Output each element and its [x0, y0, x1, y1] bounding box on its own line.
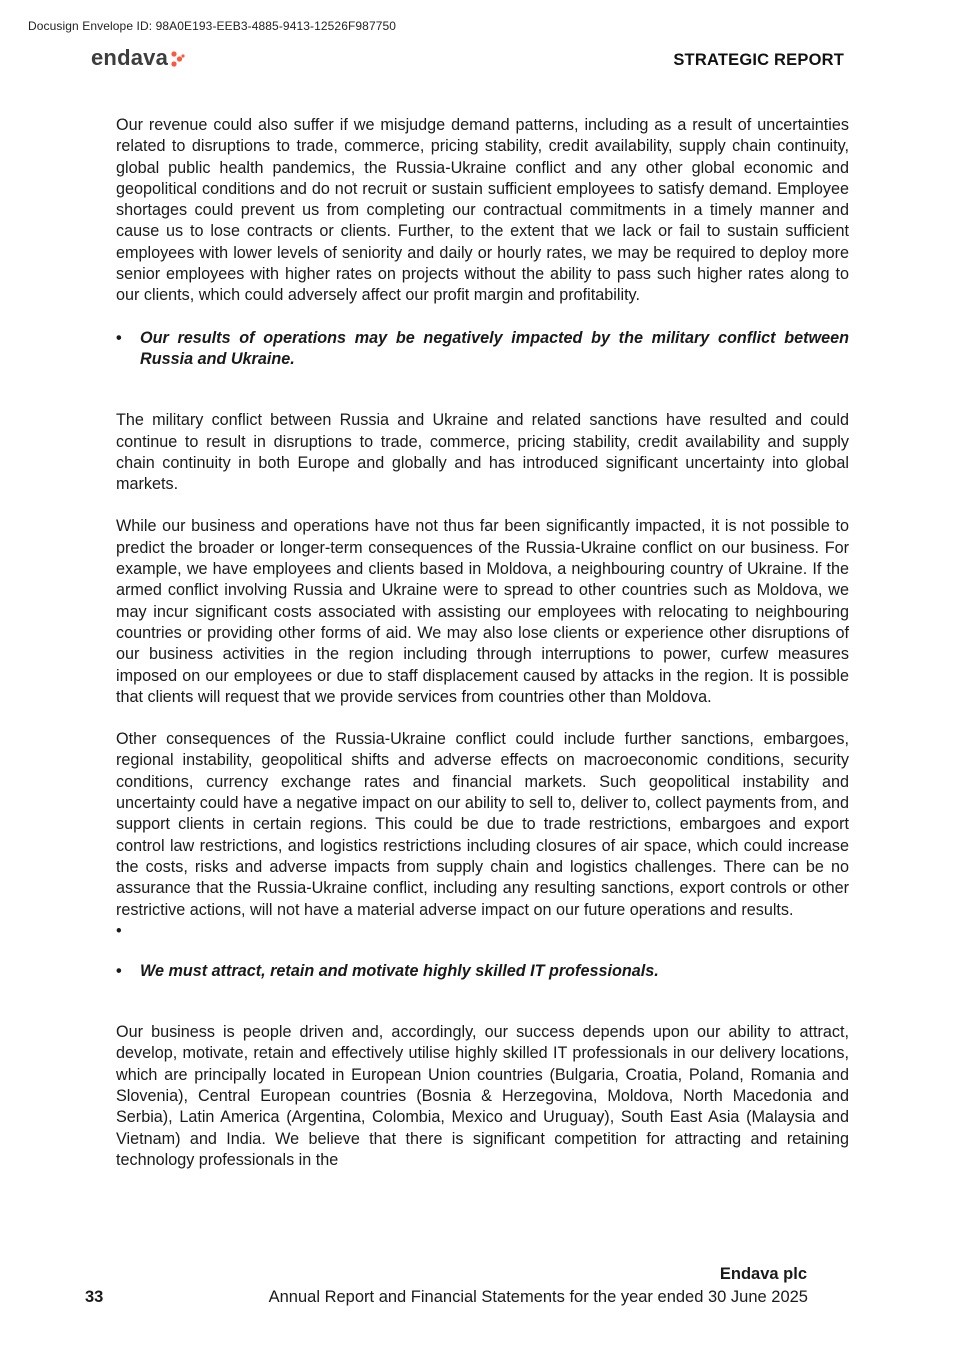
section-title: STRATEGIC REPORT — [673, 51, 844, 69]
footer-report-title: Annual Report and Financial Statements for the year ended 30 June 2025 — [268, 1288, 808, 1306]
paragraph-other-consequences: Other consequences of the Russia-Ukraine conflict could include further sanctions, embargoes, regional instability, geopolitical shifts and adverse effects on macroeconomic conditions, security conditions, currency exchange rates and financial markets. Such geopolitical instability and uncertainty could have a negative impact on our ability to sell to, deliver to, collect payments from, and support clients in certain regions. This could be due to trade restrictions, embargoes and export control law restrictions, and logistics restrictions including closures of air space, which could increase the costs, risks and adverse impacts from supply chain and logistics challenges. There can be no assurance that the Russia-Ukraine conflict, including any resulting sanctions, export controls or other restrictive actions, will not have a material adverse impact on our future operations and results. — [116, 730, 849, 919]
paragraph-moldova: While our business and operations have not thus far been significantly impacted, it is not possible to predict the broader or longer-term consequences of the Russia-Ukraine conflict on our business. For example, we have employees and clients based in Moldova, a neighbouring country of Ukraine. If the armed conflict involving Russia and Ukraine were to spread to other countries such as Moldova, we may incur significant costs associated with assisting our employees with relocating to neighbouring countries or providing other forms of aid. We may also lose clients or experience other disruptions of our business activities in the region including through interruptions to power, curfew measures imposed on our employees or due to staff displacement caused by attacks in the region. It is possible that clients will request that we provide services from countries other than Moldova. — [116, 517, 849, 706]
heading-text: We must attract, retain and motivate highly skilled IT professionals. — [140, 961, 659, 980]
risk-heading-russia-ukraine — [116, 328, 849, 371]
paragraph-conflict-disruptions: The military conflict between Russia and Ukraine and related sanctions have resulted and could continue to result in disruptions to trade, commerce, pricing stability, credit availability and supply chain continuity in both Europe and globally and has introduced significant uncertainty into global markets. — [116, 411, 849, 494]
heading-text: Our results of operations may be negatively impacted by the military conflict between Russia and Ukraine. — [140, 328, 849, 368]
bullet: • — [116, 961, 122, 980]
page-number: 33 — [85, 1288, 104, 1306]
paragraph-revenue: Our revenue could also suffer if we misjudge demand patterns, including as a result of uncertainties related to disruptions to trade, commerce, pricing stability, credit availability, supply chain continuity, global public health pandemics, the Russia-Ukraine conflict and any other global economic and geopolitical conditions and do not recruit or sustain sufficient employees to satisfy demand. Employee shortages could prevent us from completing our contractual commitments in a timely manner and cause us to lose contracts or clients. Further, to the extent that we lack or fail to sustain sufficient employees with lower levels of seniority and daily or hourly rates, we may be required to deploy more senior employees with higher rates on projects without the ability to pass such higher rates along to our clients, which could adversely affect our profit margin and profitability. — [116, 116, 849, 305]
bullet: • — [116, 328, 122, 347]
docusign-envelope-id: Docusign Envelope ID: 98A0E193-EEB3-4885-9413-12526F987750 — [28, 19, 397, 33]
endava-mark-icon — [171, 51, 185, 67]
footer-company: Endava plc — [719, 1265, 807, 1283]
empty-bullet: • — [116, 921, 122, 940]
risk-heading-it-professionals — [116, 961, 849, 982]
main-content — [116, 115, 849, 1171]
endava-logo — [91, 46, 185, 70]
logo-wordmark: endava — [91, 45, 169, 70]
paragraph-people-driven: Our business is people driven and, accordingly, our success depends upon our ability to attract, develop, motivate, retain and effectively utilise highly skilled IT professionals in our delivery locations, which are principally located in European Union countries (Bulgaria, Croatia, Poland, Romania and Slovenia), Central European countries (Bosnia & Herzegovina, Moldova, North Macedonia and Serbia), Latin America (Argentina, Colombia, Mexico and Uruguay), South East Asia (Malaysia and Vietnam) and India. We believe that there is significant competition for attracting and retaining technology professionals in the — [116, 1023, 849, 1169]
